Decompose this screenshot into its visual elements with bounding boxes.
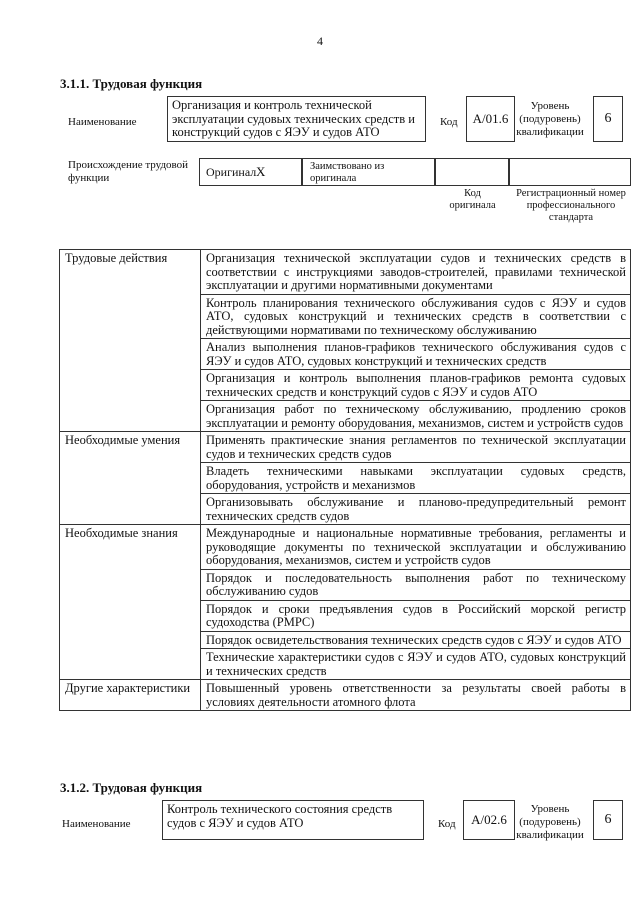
item-cell: Организация технической эксплуатации судов и технических средств в соответствии с инструкциями заводов-строителей, правилами технической эксплуатации и другими нормативными документами bbox=[201, 250, 631, 295]
level-value-box-2: 6 bbox=[593, 800, 623, 840]
item-cell: Владеть техническими навыками эксплуатации судовых средств, оборудования, устройств и механизмов bbox=[201, 463, 631, 494]
table-row bbox=[60, 680, 631, 711]
origin-label: Происхождение трудовой функции bbox=[68, 159, 189, 184]
item-cell: Анализ выполнения планов-графиков технического обслуживания судов с ЯЭУ и судов АТО, судовых конструкций и технических средств bbox=[201, 339, 631, 370]
reg-number-label: Регистрационный номер профессионального стандарта bbox=[516, 188, 626, 223]
item-cell: Организация и контроль выполнения планов-графиков ремонта судовых технических средств и конструкций судов с ЯЭУ и судов АТО bbox=[201, 370, 631, 401]
item-cell: Порядок и последовательность выполнения работ по техническому обслуживанию судов bbox=[201, 569, 631, 600]
item-cell: Организовывать обслуживание и планово-предупредительный ремонт технических средств судов bbox=[201, 494, 631, 525]
item-cell: Применять практические знания регламентов по технической эксплуатации судов и технических средств судов bbox=[201, 432, 631, 463]
origin-code-label: Код оригинала bbox=[449, 188, 496, 211]
name-label-2: Наименование bbox=[62, 818, 131, 830]
table-row bbox=[60, 250, 631, 295]
function-code-box: А/01.6 bbox=[466, 96, 515, 142]
borrowed-box bbox=[302, 158, 435, 186]
origin-code-box bbox=[435, 158, 509, 186]
code-label: Код bbox=[440, 116, 458, 128]
section-heading-311: 3.1.1. Трудовая функция bbox=[60, 76, 203, 91]
section-heading-312: 3.1.2. Трудовая функция bbox=[60, 780, 203, 795]
category-cell: Необходимые знания bbox=[60, 525, 201, 680]
level-value-box: 6 bbox=[593, 96, 623, 142]
labor-function-table bbox=[59, 249, 631, 711]
original-mark: X bbox=[256, 164, 266, 179]
original-box bbox=[199, 158, 302, 186]
function-code-box-2: А/02.6 bbox=[463, 800, 515, 840]
item-cell: Организация работ по техническому обслуживанию, продлению сроков эксплуатации и ремонту оборудования, механизмов, систем и устройств судов bbox=[201, 401, 631, 432]
level-label-2: Уровень (подуровень) квалификации bbox=[516, 803, 584, 841]
code-label-2: Код bbox=[438, 818, 456, 830]
function-name-box: Организация и контроль технической эксплуатации судовых технических средств и конструкций судов с ЯЭУ и судов АТО bbox=[167, 96, 426, 142]
function-name-box-2: Контроль технического состояния средств судов с ЯЭУ и судов АТО bbox=[162, 800, 424, 840]
item-cell: Порядок и сроки предъявления судов в Российский морской регистр судоходства (РМРС) bbox=[201, 600, 631, 631]
item-cell: Технические характеристики судов с ЯЭУ и судов АТО, судовых конструкций и технических средств bbox=[201, 649, 631, 680]
item-cell: Контроль планирования технического обслуживания судов с ЯЭУ и судов АТО, судовых конструкций и технических средств в соответствии с действующими нормативами по техническому обслуживанию bbox=[201, 294, 631, 339]
table-row bbox=[60, 432, 631, 463]
category-cell: Необходимые умения bbox=[60, 432, 201, 525]
borrowed-label: Заимствовано из оригинала bbox=[310, 161, 385, 184]
original-label: Оригинал bbox=[206, 165, 257, 179]
category-cell: Трудовые действия bbox=[60, 250, 201, 432]
page-number: 4 bbox=[317, 34, 323, 48]
item-cell: Повышенный уровень ответственности за результаты своей работы в условиях деятельности атомного флота bbox=[201, 680, 631, 711]
level-label: Уровень (подуровень) квалификации bbox=[516, 100, 584, 138]
table-row bbox=[60, 525, 631, 570]
reg-number-box bbox=[509, 158, 631, 186]
name-label: Наименование bbox=[68, 116, 137, 128]
item-cell: Международные и национальные нормативные требования, регламенты и руководящие документы по технической эксплуатации и обслуживанию оборудования, механизмов, систем и устройств судов bbox=[201, 525, 631, 570]
item-cell: Порядок освидетельствования технических средств судов с ЯЭУ и судов АТО bbox=[201, 631, 631, 649]
category-cell: Другие характеристики bbox=[60, 680, 201, 711]
